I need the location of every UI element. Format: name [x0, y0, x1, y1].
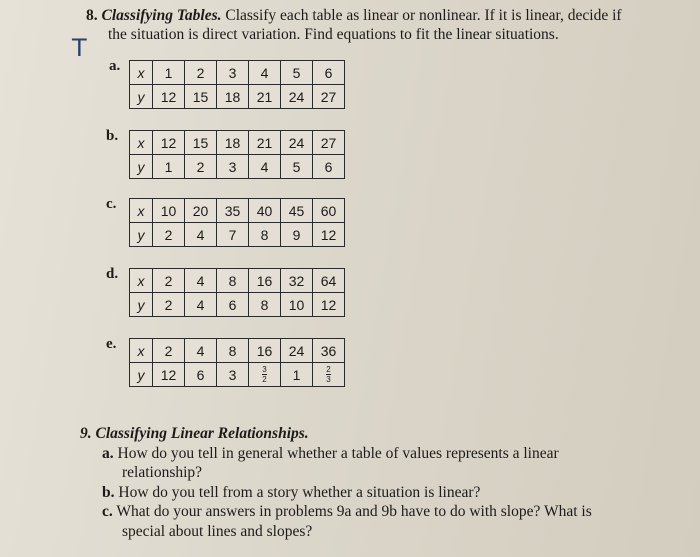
table-cell: 4	[185, 223, 217, 247]
table-cell: 32	[281, 269, 313, 293]
problem-9-item-b	[80, 483, 690, 503]
table-cell: 6	[217, 293, 249, 317]
table-cell	[313, 363, 345, 387]
table-cell: 10	[281, 293, 313, 317]
table-cell: 36	[313, 339, 345, 363]
table-cell: 2	[153, 339, 185, 363]
table-cell: 1	[281, 363, 313, 387]
row-header-y: y	[130, 223, 153, 247]
table-cell: 40	[249, 199, 281, 223]
table-cell: 8	[249, 223, 281, 247]
problem-9	[80, 424, 690, 541]
item-a-cont: relationship?	[122, 464, 203, 481]
table-cell: 4	[185, 339, 217, 363]
table-cell: 12	[153, 131, 185, 155]
table-e-label: e.	[106, 336, 117, 352]
table-cell: 5	[281, 155, 313, 179]
problem-8-line2: the situation is direct variation. Find equations to fit the linear situations.	[108, 26, 559, 43]
table-cell: 12	[153, 363, 185, 387]
table-cell: 15	[185, 131, 217, 155]
table-cell	[249, 363, 281, 387]
table-d-label: d.	[106, 266, 119, 282]
table-cell: 12	[313, 293, 345, 317]
table-c	[129, 198, 345, 247]
row-header-x: x	[130, 269, 153, 293]
item-a-label: a.	[102, 444, 114, 462]
table-cell: 6	[185, 363, 217, 387]
item-c-label: c.	[102, 503, 113, 520]
problem-8-title: Classifying Tables.	[101, 7, 222, 24]
table-cell: 3	[217, 363, 249, 387]
table-cell: 15	[185, 85, 217, 109]
item-a-text: How do you tell in general whether a table of values represents a linear	[117, 444, 559, 462]
problem-8	[86, 6, 686, 44]
table-e	[129, 338, 345, 387]
table-cell: 35	[217, 199, 249, 223]
table-row	[130, 223, 345, 247]
table-cell: 21	[249, 131, 281, 155]
table-cell: 4	[185, 269, 217, 293]
row-header-x: x	[130, 131, 153, 155]
table-row	[130, 339, 345, 363]
table-cell: 3	[217, 155, 249, 179]
problem-8-number: 8.	[86, 7, 98, 24]
table-row	[130, 85, 345, 109]
table-cell: 4	[185, 293, 217, 317]
table-row	[130, 293, 345, 317]
table-cell: 24	[281, 131, 313, 155]
table-cell: 4	[249, 61, 281, 85]
table-cell: 21	[249, 85, 281, 109]
row-header-y: y	[130, 85, 153, 109]
table-cell: 20	[185, 199, 217, 223]
table-cell: 12	[153, 85, 185, 109]
table-cell: 18	[217, 131, 249, 155]
problem-9-number: 9.	[80, 425, 92, 442]
table-d	[129, 268, 345, 317]
table-cell: 16	[249, 269, 281, 293]
table-a-label: a.	[109, 58, 121, 74]
table-row	[130, 155, 345, 179]
row-header-x: x	[130, 199, 153, 223]
table-cell: 12	[313, 223, 345, 247]
row-header-x: x	[130, 339, 153, 363]
table-cell: 3	[217, 61, 249, 85]
item-b-label: b.	[102, 483, 115, 501]
table-row	[130, 199, 345, 223]
table-cell: 2	[153, 293, 185, 317]
row-header-y: y	[130, 363, 153, 387]
table-cell: 2	[153, 223, 185, 247]
table-row	[130, 363, 345, 387]
problem-8-line1: Classify each table as linear or nonlinear. If it is linear, decide if	[225, 7, 622, 24]
table-row	[130, 61, 345, 85]
row-header-x: x	[130, 61, 153, 85]
table-cell: 64	[313, 269, 345, 293]
item-b-text: How do you tell from a story whether a situation is linear?	[118, 483, 481, 501]
table-cell: 6	[313, 61, 345, 85]
row-header-y: y	[130, 155, 153, 179]
row-header-y: y	[130, 293, 153, 317]
table-cell: 1	[153, 155, 185, 179]
item-c-cont: special about lines and slopes?	[122, 522, 313, 540]
table-cell: 8	[249, 293, 281, 317]
table-cell: 2	[185, 155, 217, 179]
fraction: $\frac{2}{3}$	[326, 365, 331, 384]
table-c-label: c.	[106, 196, 117, 212]
table-cell: 9	[281, 223, 313, 247]
fraction: $\frac{3}{2}$	[262, 365, 267, 384]
table-cell: 60	[313, 199, 345, 223]
table-cell: 8	[217, 339, 249, 363]
handwritten-mark: T	[72, 34, 87, 62]
problem-9-item-a	[80, 444, 690, 483]
table-cell: 10	[153, 199, 185, 223]
table-row	[130, 269, 345, 293]
table-cell: 8	[217, 269, 249, 293]
table-cell: 18	[217, 85, 249, 109]
problem-9-title: Classifying Linear Relationships.	[95, 425, 309, 442]
table-cell: 6	[313, 155, 345, 179]
table-b-label: b.	[106, 128, 119, 144]
table-cell: 2	[153, 269, 185, 293]
table-cell: 45	[281, 199, 313, 223]
table-cell: 24	[281, 339, 313, 363]
table-row	[130, 131, 345, 155]
table-cell: 24	[281, 85, 313, 109]
table-b	[129, 130, 345, 179]
table-cell: 1	[153, 61, 185, 85]
table-cell: 7	[217, 223, 249, 247]
table-cell: 16	[249, 339, 281, 363]
table-a	[129, 60, 345, 109]
item-c-text: What do your answers in problems 9a and 9b have to do with slope? What is	[116, 503, 592, 520]
table-cell: 27	[313, 131, 345, 155]
problem-9-item-c	[80, 502, 690, 541]
table-cell: 2	[185, 61, 217, 85]
table-cell: 5	[281, 61, 313, 85]
table-cell: 27	[313, 85, 345, 109]
table-cell: 4	[249, 155, 281, 179]
